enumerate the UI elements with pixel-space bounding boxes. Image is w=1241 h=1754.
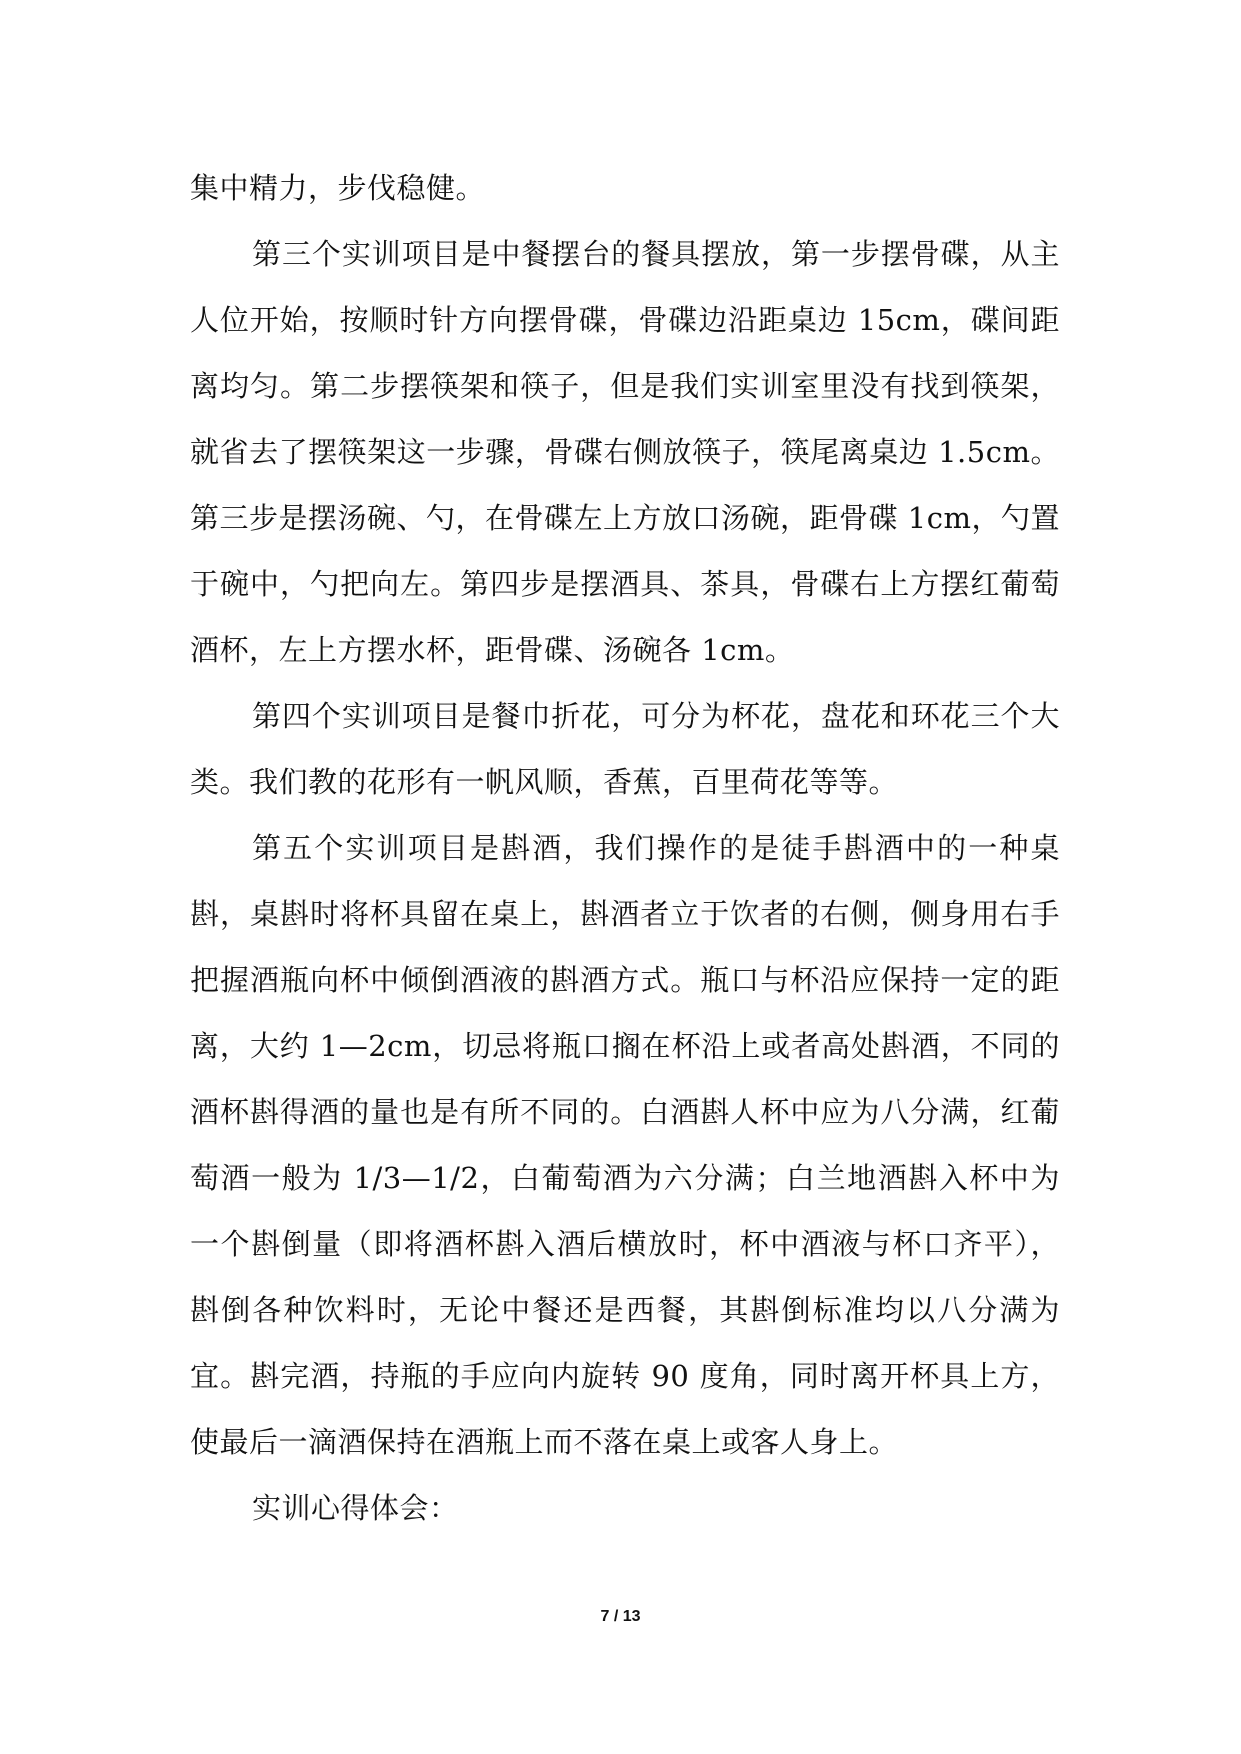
paragraph-wine-pouring: 第五个实训项目是斟酒，我们操作的是徒手斟酒中的一种桌斟，桌斟时将杯具留在桌上，斟酒者立于饮者的右侧，侧身用右手把握酒瓶向杯中倾倒酒液的斟酒方式。瓶口与杯沿应保持一定的距离，大约 1—2cm，切忌将瓶口搁在杯沿上或者高处斟酒，不同的酒杯斟得酒的量也是有所不同的。白酒斟人杯中应为八分满，红葡萄酒一般为 1/3—1/2，白葡萄酒为六分满；白兰地酒斟入杯中为一个斟倒量（即将酒杯斟入酒后横放时，杯中酒液与杯口齐平），斟倒各种饮料时，无论中餐还是西餐，其斟倒标准均以八分满为宜。斟完酒，持瓶的手应向内旋转 90 度角，同时离开杯具上方，使最后一滴酒保持在酒瓶上而不落在桌上或客人身上。 [190,831,1060,1459]
paragraph-tableware-setting: 第三个实训项目是中餐摆台的餐具摆放，第一步摆骨碟，从主人位开始，按顺时针方向摆骨碟，骨碟边沿距桌边 15cm，碟间距离均匀。第二步摆筷架和筷子，但是我们实训室里没有找到筷架，就省去了摆筷架这一步骤，骨碟右侧放筷子，筷尾离桌边 1.5cm。第三步是摆汤碗、勺，在骨碟左上方放口汤碗，距骨碟 1cm，勺置于碗中，勺把向左。第四步是摆酒具、茶具，骨碟右上方摆红葡萄酒杯，左上方摆水杯，距骨碟、汤碗各 1cm。 [190,237,1060,667]
paragraph-training-reflection-heading: 实训心得体会： [252,1491,459,1525]
paragraph-napkin-folding: 第四个实训项目是餐巾折花，可分为杯花，盘花和环花三个大类。我们教的花形有一帆风顺，香蕉，百里荷花等等。 [190,699,1060,799]
paragraph-continuation: 集中精力，步伐稳健。 [190,171,486,205]
body-text [190,155,1060,1541]
page-number: 7 / 13 [600,1608,641,1625]
